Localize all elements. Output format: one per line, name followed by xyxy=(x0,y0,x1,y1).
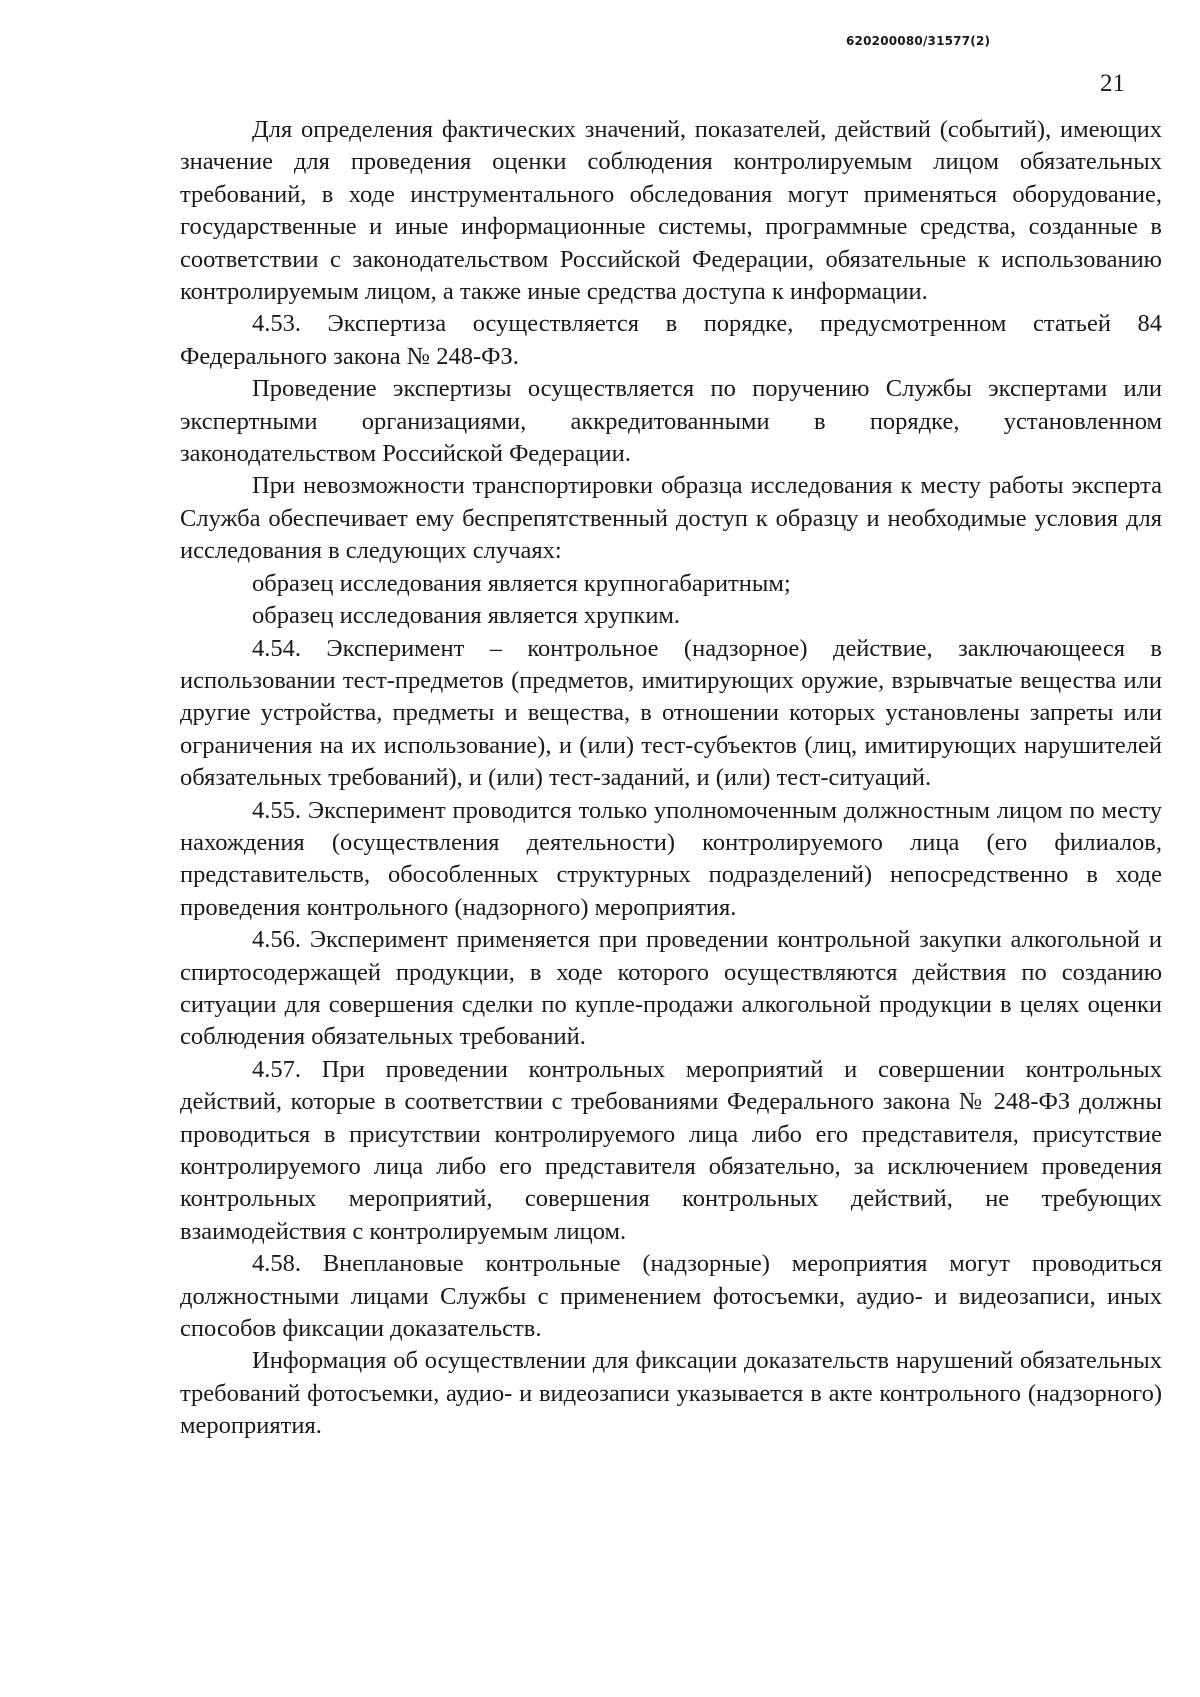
paragraph-case-large: образец исследования является крупногабаритным; xyxy=(252,569,791,597)
paragraph-case-fragile: образец исследования является хрупким. xyxy=(252,602,681,630)
document-code: 620200080/31577(2) xyxy=(846,34,991,48)
paragraph-evidence-info: Информация об осуществлении для фиксации доказательств нарушений обязательных требований фотосъемки, аудио- и видеозаписи указывается в акте контрольного (надзорного) мероприятия. xyxy=(180,1347,1162,1440)
paragraph-4-53: 4.53. Экспертиза осуществляется в порядке, предусмотренном статьей 84 Федерального закона № 248-ФЗ. xyxy=(180,310,1162,370)
paragraph-instrumental-survey: Для определения фактических значений, показателей, действий (событий), имеющих значение для проведения оценки соблюдения контролируемым лицом обязательных требований, в ходе инструментального обследования могут применяться оборудование, государственные и иные информационные системы, программные средства, созданные в соответствии с законодательством Российской Федерации, обязательные к использованию контролируемым лицом, а также иные средства доступа к информации. xyxy=(180,116,1162,306)
document-body xyxy=(180,114,1162,1443)
paragraph-4-54: 4.54. Эксперимент – контрольное (надзорное) действие, заключающееся в использовании тест-предметов (предметов, имитирующих оружие, взрывчатые вещества или другие устройства, предметы и вещества, в отношении которых установлены запреты или ограничения на их использование), и (или) тест-субъектов (лиц, имитирующих нарушителей обязательных требований), и (или) тест-заданий, и (или) тест-ситуаций. xyxy=(180,634,1162,792)
paragraph-4-56: 4.56. Эксперимент применяется при проведении контрольной закупки алкогольной и спиртосодержащей продукции, в ходе которого осуществляются действия по созданию ситуации для совершения сделки по купле-продажи алкогольной продукции в целях оценки соблюдения обязательных требований. xyxy=(180,926,1162,1051)
paragraph-4-55: 4.55. Эксперимент проводится только уполномоченным должностным лицом по месту нахождения (осуществления деятельности) контролируемого лица (его филиалов, представительств, обособленных структурных подразделений) непосредственно в ходе проведения контрольного (надзорного) мероприятия. xyxy=(180,796,1162,921)
paragraph-expertise-conduct: Проведение экспертизы осуществляется по поручению Службы экспертами или экспертными организациями, аккредитованными в порядке, установленном законодательством Российской Федерации. xyxy=(180,375,1162,468)
paragraph-4-57: 4.57. При проведении контрольных мероприятий и совершении контрольных действий, которые в соответствии с требованиями Федерального закона № 248-ФЗ должны проводиться в присутствии контролируемого лица либо его представителя, присутствие контролируемого лица либо его представителя обязательно, за исключением проведения контрольных мероприятий, совершения контрольных действий, не требующих взаимодействия с контролируемым лицом. xyxy=(180,1055,1162,1245)
paragraph-4-58: 4.58. Внеплановые контрольные (надзорные) мероприятия могут проводиться должностными лицами Службы с применением фотосъемки, аудио- и видеозаписи, иных способов фиксации доказательств. xyxy=(180,1250,1162,1343)
page-number: 21 xyxy=(1100,70,1125,97)
paragraph-sample-transport: При невозможности транспортировки образца исследования к месту работы эксперта Служба обеспечивает ему беспрепятственный доступ к образцу и необходимые условия для исследования в следующих случаях: xyxy=(180,472,1162,565)
